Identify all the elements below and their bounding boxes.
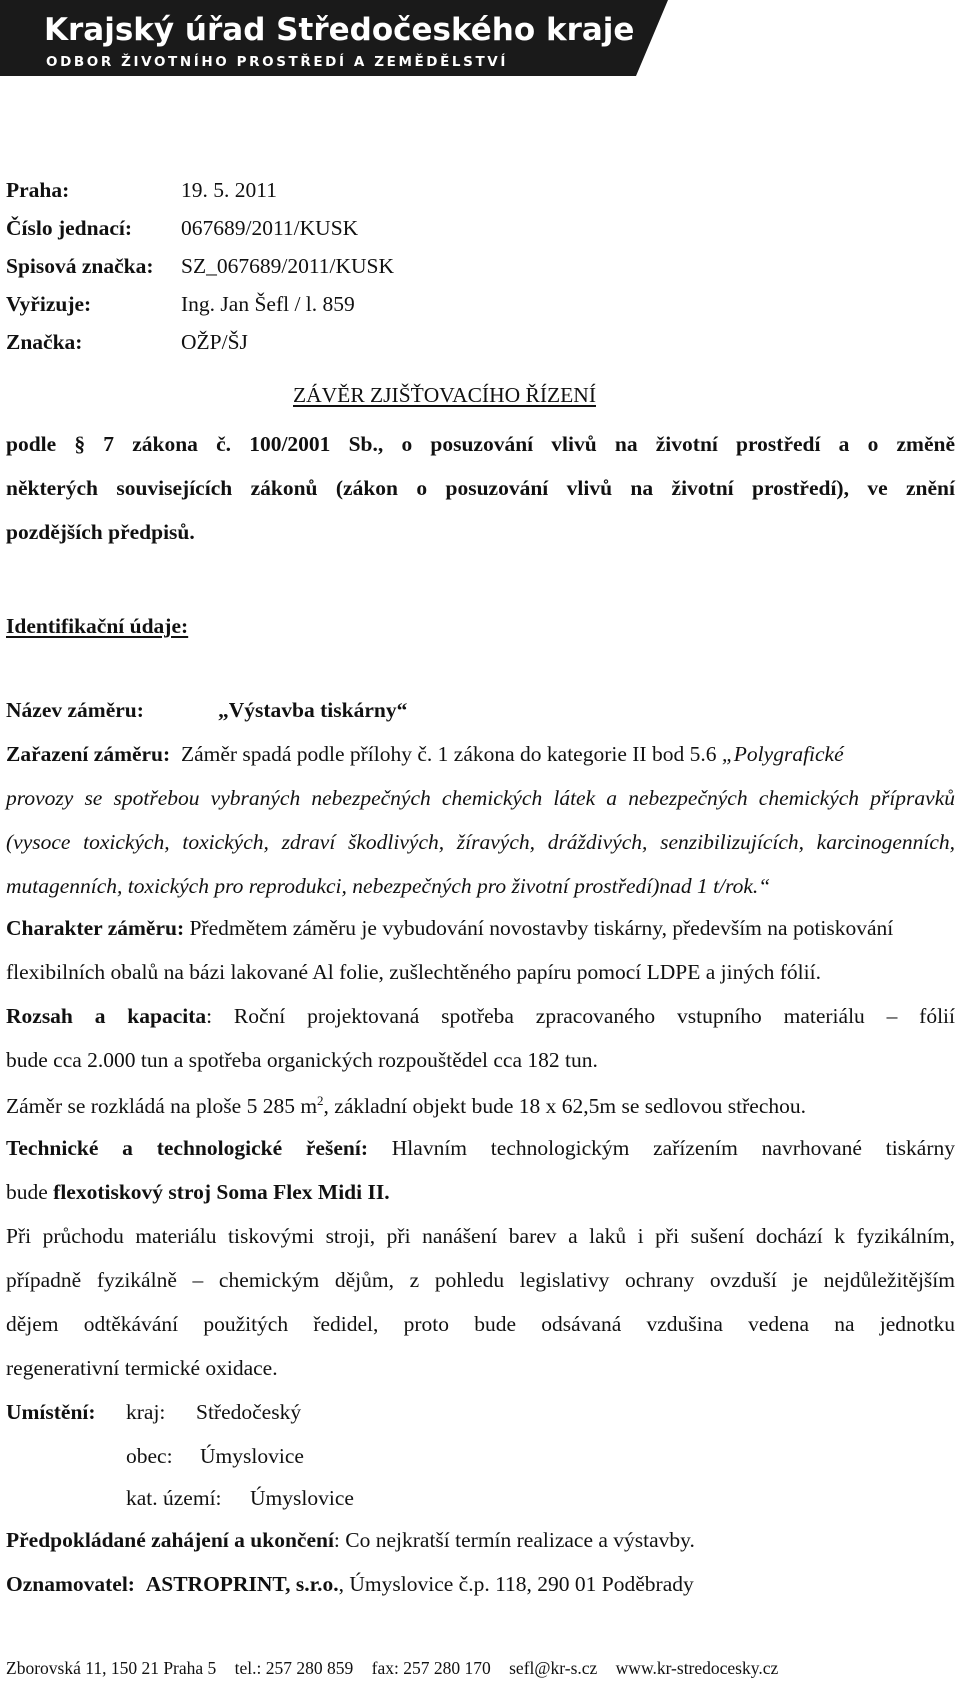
identification-heading: Identifikační údaje:	[6, 614, 189, 638]
footer-website: www.kr-stredocesky.cz	[615, 1658, 779, 1678]
office-name: Krajský úřad Středočeského kraje	[44, 12, 635, 48]
project-scope-line-2: bude cca 2.000 tun a spotřeba organických rozpouštědel cca 182 tun.	[6, 1048, 598, 1072]
footer-phone: tel.: 257 280 859	[234, 1658, 354, 1678]
meta-handled-by: Vyřizuje: Ing. Jan Šefl / l. 859	[6, 292, 355, 316]
page-footer	[6, 1658, 792, 1679]
footer-address: Zborovská 11, 150 21 Praha 5	[6, 1658, 217, 1678]
classification-line-3: (vysoce toxických, toxických, zdraví škodlivých, žíravých, dráždivých, senzibilizujících, karcinogenních,	[6, 830, 955, 854]
classification-line-2: provozy se spotřebou vybraných nebezpečných chemických látek a nebezpečných chemických přípravků	[6, 786, 955, 810]
legal-basis-line-1: podle § 7 zákona č. 100/2001 Sb., o posuzování vlivů na životní prostředí a o změně	[6, 432, 955, 456]
footer-fax: fax: 257 280 170	[371, 1658, 491, 1678]
project-area: Záměr se rozkládá na ploše 5 285 $m^2$, základní objekt bude 18 x 62,5m se sedlovou střechou.	[6, 1093, 807, 1119]
meta-mark: Značka: OŽP/ŠJ	[6, 330, 248, 354]
expected-start-end: Předpokládané zahájení a ukončení: Co nejkratší termín realizace a výstavby.	[6, 1528, 695, 1552]
meta-praha: Praha: 19. 5. 2011	[6, 178, 277, 202]
notifier: Oznamovatel: ASTROPRINT, s.r.o., Úmyslovice č.p. 118, 290 01 Poděbrady	[6, 1572, 694, 1596]
document-title: ZÁVĚR ZJIŠŤOVACÍHO ŘÍZENÍ	[293, 383, 596, 407]
process-line-3: dějem odtěkávání použitých ředidel, proto bude odsávaná vzdušina vedena na jednotku	[6, 1312, 955, 1336]
technical-solution: Technické a technologické řešení: Hlavním technologickým zařízením navrhované tiskárny	[6, 1136, 955, 1160]
classification-line-4: mutagenních, toxických pro reprodukci, nebezpečných pro životní prostředí)nad 1 t/rok.“	[6, 874, 771, 898]
office-header-banner	[0, 0, 668, 76]
process-line-1: Při průchodu materiálu tiskovými stroji, při nanášení barev a laků i při sušení dochází k fyzikálním,	[6, 1224, 955, 1248]
project-scope: Rozsah a kapacita: Roční projektovaná spotřeba zpracovaného vstupního materiálu – fólií	[6, 1004, 955, 1028]
location-municipality: obec: Úmyslovice	[126, 1444, 304, 1468]
technical-solution-line-2: bude flexotiskový stroj Soma Flex Midi II.	[6, 1180, 390, 1204]
legal-basis-line-3: pozdějších předpisů.	[6, 520, 195, 544]
footer-email: sefl@kr-s.cz	[509, 1658, 598, 1678]
location-region: Umístění: kraj: Středočeský	[6, 1400, 302, 1424]
project-character-line-2: flexibilních obalů na bázi lakované Al folie, zušlechtěného papíru pomocí LDPE a jiných fólií.	[6, 960, 821, 984]
legal-basis-line-2: některých souvisejících zákonů (zákon o posuzování vlivů na životní prostředí), ve znění	[6, 476, 955, 500]
department-name: ODBOR ŽIVOTNÍHO PROSTŘEDÍ A ZEMĚDĚLSTVÍ	[46, 54, 508, 70]
project-name: Název záměru: „Výstavba tiskárny“	[6, 698, 408, 722]
meta-reference-number: Číslo jednací: 067689/2011/KUSK	[6, 216, 359, 240]
location-cadastral: kat. území: Úmyslovice	[126, 1486, 354, 1510]
project-character: Charakter záměru: Předmětem záměru je vybudování novostavby tiskárny, především na potiskování	[6, 916, 894, 940]
project-classification: Zařazení záměru: Záměr spadá podle přílohy č. 1 zákona do kategorie II bod 5.6 „Polygrafické	[6, 742, 844, 766]
meta-file-mark: Spisová značka: SZ_067689/2011/KUSK	[6, 254, 395, 278]
process-line-2: případně fyzikálně – chemickým dějům, z pohledu legislativy ochrany ovzduší je nejdůležitějším	[6, 1268, 955, 1292]
process-line-4: regenerativní termické oxidace.	[6, 1356, 278, 1380]
